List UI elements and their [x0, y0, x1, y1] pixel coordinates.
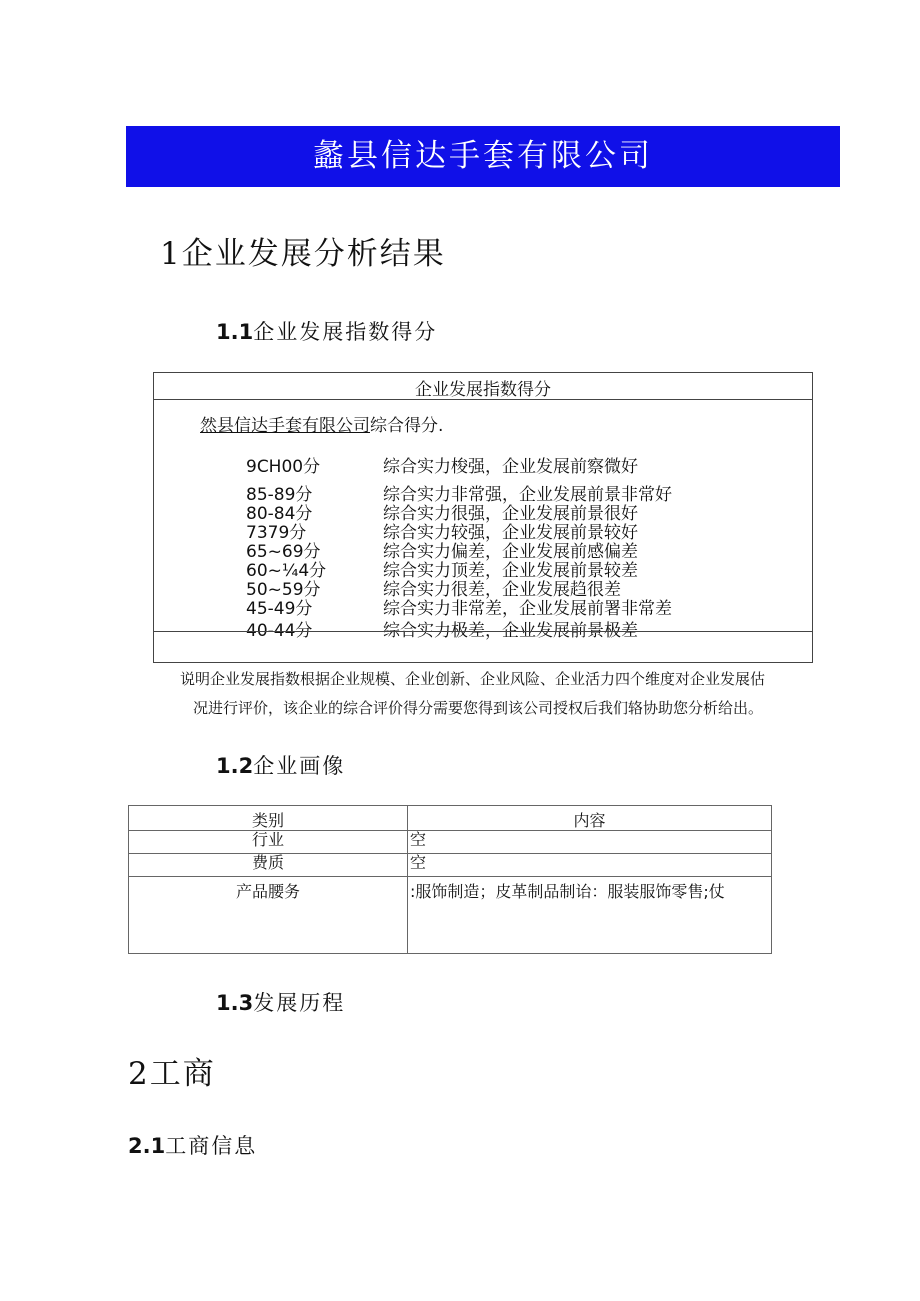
note-line: 况进行评价，该企业的综合评价得分需要您得到该公司授权后我们辂协助您分析给出。: [193, 699, 764, 717]
score-description: 综合实力极差，企业发展前景极差: [383, 621, 638, 641]
row-value: 空: [408, 854, 772, 877]
score-range: 85-89分: [246, 485, 313, 505]
section-1-3-heading: [216, 987, 345, 1017]
company-name: 然县信达手套有限公司: [200, 416, 370, 436]
score-range: 40-44分: [246, 621, 313, 641]
score-range: 9CH00分: [246, 457, 321, 477]
score-description: 综合实力偏差，企业发展前感偏差: [383, 542, 638, 562]
score-range: 45-49分: [246, 599, 313, 619]
section-title: 企业画像: [253, 754, 346, 778]
score-row: [246, 575, 806, 600]
column-header: 类别: [129, 806, 408, 831]
score-box: [153, 372, 813, 663]
row-label: 费质: [129, 854, 408, 877]
section-2-1-heading: [128, 1130, 257, 1160]
section-1-2-heading: [216, 750, 345, 780]
section-title: 工商信息: [165, 1134, 258, 1158]
divider: [154, 631, 812, 632]
section-title: 发展历程: [253, 991, 346, 1015]
score-box-title: 企业发展指数得分: [154, 375, 812, 400]
score-range: 60~¼4分: [246, 561, 327, 581]
score-range: 7379分: [246, 523, 307, 543]
table-row: [129, 854, 772, 877]
score-description: 综合实力顶差，企业发展前景较差: [383, 561, 638, 581]
section-number: 1.1: [216, 320, 254, 344]
table-row: [129, 831, 772, 854]
score-description: 综合实力非常强，企业发展前景非常好: [383, 485, 672, 505]
section-1-1-heading: [216, 316, 437, 346]
score-row: [246, 452, 806, 477]
row-value: 空: [408, 831, 772, 854]
profile-table: [128, 805, 772, 954]
score-row: [246, 537, 806, 562]
score-row: [246, 556, 806, 581]
score-range: 80-84分: [246, 504, 313, 524]
score-description: 综合实力非常差，企业发展前署非常差: [383, 599, 672, 619]
company-title-banner: 蠡县信达手套有限公司: [126, 126, 840, 187]
section-1-heading: 1企业发展分析结果: [160, 236, 446, 272]
score-row: [246, 480, 806, 505]
row-label: 产品腰务: [129, 877, 408, 954]
note-line: 说明企业发展指数根据企业规模、企业创新、企业风险、企业活力四个维度对企业发展估: [180, 670, 766, 688]
section-number: 1.3: [216, 991, 254, 1015]
table-header-row: [129, 806, 772, 831]
score-range: 65~69分: [246, 542, 321, 562]
score-row: [246, 518, 806, 543]
column-header: 内容: [408, 806, 772, 831]
score-description: 综合实力很强，企业发展前景很好: [383, 504, 638, 524]
table-row: [129, 877, 772, 954]
section-number: 2.1: [128, 1134, 166, 1158]
score-range: 50~59分: [246, 580, 321, 600]
score-company-line: [200, 411, 443, 436]
score-description: 综合实力梭强，企业发展前察微好: [383, 457, 638, 477]
score-row: [246, 499, 806, 524]
section-number: 1.2: [216, 754, 254, 778]
score-description: 综合实力很差，企业发展趋很差: [383, 580, 621, 600]
row-value: :服饰制造；皮革制品制诒：服装服饰零售;仗: [408, 877, 772, 954]
row-label: 行业: [129, 831, 408, 854]
company-score-label: 综合得分.: [370, 416, 444, 436]
score-row: [246, 594, 806, 619]
score-row: [246, 616, 806, 641]
section-2-heading: 2工商: [128, 1056, 216, 1092]
section-title: 企业发展指数得分: [253, 320, 438, 344]
score-description: 综合实力较强，企业发展前景较好: [383, 523, 638, 543]
